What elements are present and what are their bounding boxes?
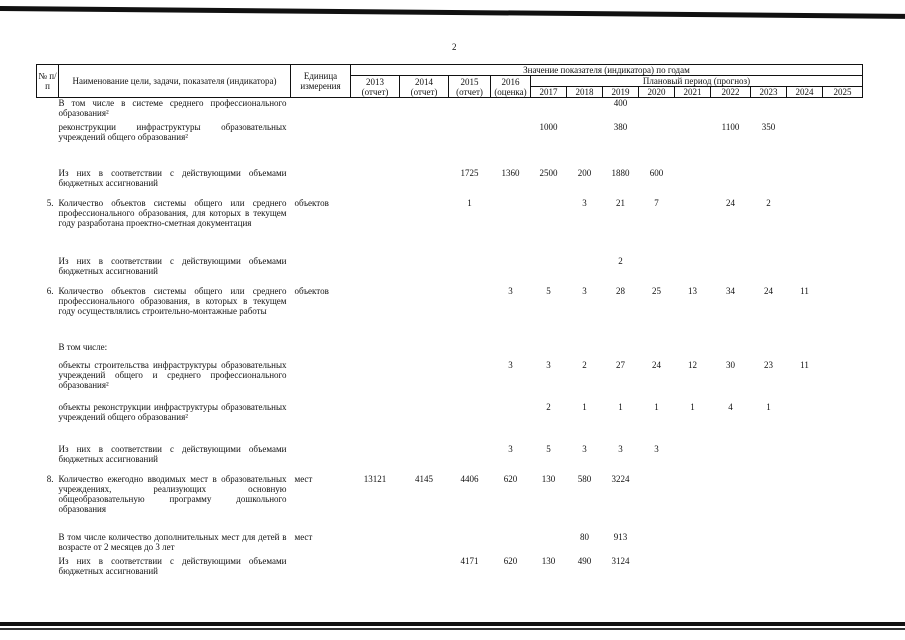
row-value: 2 — [546, 401, 551, 412]
row-value — [400, 444, 449, 474]
row-value — [491, 98, 531, 122]
header-planned-year: 2021 — [675, 87, 711, 98]
row-value — [449, 532, 491, 556]
row-value — [711, 474, 751, 532]
row-index — [37, 122, 59, 168]
row-value: 3124 — [611, 555, 630, 566]
row-value — [675, 556, 711, 586]
row-name: Из них в соответствии с действующими объемами бюджетных ассигнований — [58, 255, 287, 276]
row-value — [351, 198, 400, 256]
row-value: 1 — [618, 401, 623, 412]
row-value — [675, 122, 711, 168]
row-index: 8. — [46, 473, 54, 484]
row-value: 1360 — [501, 167, 520, 178]
row-unit — [291, 122, 351, 168]
row-value — [823, 556, 863, 586]
row-value — [351, 556, 400, 586]
row-value: 4 — [728, 401, 733, 412]
row-value: 13 — [688, 285, 697, 296]
header-planned-year: 2025 — [823, 87, 863, 98]
row-value — [351, 402, 400, 444]
row-name: В том числе в системе среднего профессионального образования² — [58, 98, 287, 118]
row-value — [639, 556, 675, 586]
row-value — [531, 256, 567, 286]
row-value — [675, 256, 711, 286]
row-value — [400, 342, 449, 360]
table-row — [37, 122, 863, 168]
row-value: 3 — [508, 285, 513, 296]
table-row — [37, 474, 863, 532]
row-value — [603, 342, 639, 360]
row-value — [711, 256, 751, 286]
row-value: 490 — [577, 555, 592, 566]
row-value — [823, 402, 863, 444]
row-value — [823, 286, 863, 342]
row-value — [639, 474, 675, 532]
row-value — [751, 556, 787, 586]
row-value: 580 — [577, 473, 592, 484]
row-value — [400, 122, 449, 168]
row-value — [491, 198, 531, 256]
row-value: 24 — [652, 359, 661, 370]
row-value — [675, 168, 711, 198]
row-value: 1880 — [611, 167, 630, 178]
row-value: 1 — [766, 401, 771, 412]
table-header — [37, 65, 863, 98]
row-name: Количество объектов системы общего или среднего профессионального образования, для которых в текущем году разработана проектно-сметная документация — [58, 197, 287, 228]
header-year: 2015 (отчет) — [449, 76, 491, 98]
row-value — [351, 256, 400, 286]
row-value — [823, 444, 863, 474]
row-value: 2 — [618, 255, 623, 266]
row-value: 5 — [546, 285, 551, 296]
row-value — [351, 532, 400, 556]
row-value — [351, 360, 400, 402]
row-unit: мест — [294, 531, 313, 542]
table-body — [37, 98, 863, 586]
row-value — [711, 532, 751, 556]
scan-bottom-border-thin — [0, 628, 905, 630]
row-value: 11 — [800, 285, 809, 296]
row-index — [37, 342, 59, 360]
row-value — [787, 256, 823, 286]
table-row — [37, 198, 863, 256]
row-value — [567, 342, 603, 360]
row-index — [37, 256, 59, 286]
row-value — [639, 342, 675, 360]
row-value — [400, 532, 449, 556]
row-value — [823, 474, 863, 532]
row-value — [823, 122, 863, 168]
row-value: 130 — [541, 473, 556, 484]
row-value — [823, 98, 863, 122]
row-value — [351, 98, 400, 122]
row-value — [449, 122, 491, 168]
row-value — [823, 198, 863, 256]
row-value: 23 — [764, 359, 773, 370]
row-unit — [291, 360, 351, 402]
row-value — [675, 474, 711, 532]
row-index: 5. — [46, 197, 54, 208]
row-value — [787, 532, 823, 556]
row-index — [37, 98, 59, 122]
row-unit — [291, 342, 351, 360]
scan-bottom-border — [0, 622, 905, 626]
row-index — [37, 532, 59, 556]
row-value: 13121 — [363, 473, 387, 484]
row-value: 350 — [761, 121, 776, 132]
row-value — [449, 256, 491, 286]
header-planned-year: 2023 — [751, 87, 787, 98]
row-index — [37, 556, 59, 586]
row-name: Количество объектов системы общего или среднего профессионального образования, в которых в текущем году осуществлялись строительно-монтажные работы — [58, 285, 287, 316]
table-row — [37, 360, 863, 402]
header-values-title: Значение показателя (индикатора) по годам — [351, 65, 863, 76]
row-unit — [291, 168, 351, 198]
row-value: 3 — [618, 443, 623, 454]
row-value — [675, 532, 711, 556]
row-value — [351, 122, 400, 168]
row-index: 6. — [46, 285, 54, 296]
row-value — [567, 98, 603, 122]
header-planned-year: 2020 — [639, 87, 675, 98]
row-value — [751, 474, 787, 532]
row-value — [787, 474, 823, 532]
row-value: 2500 — [539, 167, 558, 178]
row-value — [823, 342, 863, 360]
row-value — [751, 98, 787, 122]
row-value — [449, 98, 491, 122]
row-value: 400 — [613, 98, 628, 108]
table-row — [37, 342, 863, 360]
table-row — [37, 168, 863, 198]
row-index — [37, 402, 59, 444]
row-value: 2 — [766, 197, 771, 208]
row-unit — [291, 402, 351, 444]
row-value — [449, 286, 491, 342]
header-planned-title: Плановый период (прогноз) — [531, 76, 863, 87]
row-value — [400, 286, 449, 342]
row-value: 5 — [546, 443, 551, 454]
row-name: В том числе: — [58, 341, 108, 352]
table-row — [37, 532, 863, 556]
row-value: 3 — [582, 285, 587, 296]
row-value: 80 — [580, 531, 589, 542]
page-number: 2 — [452, 42, 457, 52]
row-value — [675, 198, 711, 256]
row-value: 620 — [503, 555, 518, 566]
row-value — [449, 444, 491, 474]
row-value — [531, 98, 567, 122]
row-value — [400, 98, 449, 122]
header-planned-year: 2019 — [603, 87, 639, 98]
row-value — [491, 122, 531, 168]
row-value: 600 — [649, 167, 664, 178]
row-value — [400, 402, 449, 444]
header-year: 2013 (отчет) — [351, 76, 400, 98]
row-value — [491, 402, 531, 444]
row-value: 25 — [652, 285, 661, 296]
row-value — [400, 168, 449, 198]
row-value: 1000 — [539, 121, 558, 132]
row-value: 3 — [582, 443, 587, 454]
row-unit — [291, 98, 351, 122]
row-value — [823, 168, 863, 198]
row-value — [491, 342, 531, 360]
row-unit: мест — [294, 473, 313, 484]
row-value: 3 — [654, 443, 659, 454]
table-row — [37, 402, 863, 444]
row-value — [823, 532, 863, 556]
row-value: 1 — [582, 401, 587, 412]
row-value — [449, 402, 491, 444]
row-value — [491, 532, 531, 556]
row-index — [37, 168, 59, 198]
row-value — [400, 256, 449, 286]
row-value: 3224 — [611, 473, 630, 484]
row-value — [751, 532, 787, 556]
row-value: 620 — [503, 473, 518, 484]
header-planned-year: 2024 — [787, 87, 823, 98]
row-value: 1725 — [460, 167, 479, 178]
row-value — [787, 198, 823, 256]
row-value — [751, 444, 787, 474]
row-value: 1 — [690, 401, 695, 412]
row-value — [567, 256, 603, 286]
row-value: 3 — [582, 197, 587, 208]
header-unit: Единица измерения — [291, 65, 351, 98]
row-name: Из них в соответствии с действующими объемами бюджетных ассигнований — [58, 555, 287, 576]
header-num: № п/п — [37, 65, 59, 98]
row-value: 34 — [726, 285, 735, 296]
row-value — [711, 168, 751, 198]
row-value — [639, 532, 675, 556]
row-value: 4145 — [415, 473, 433, 484]
row-value: 200 — [577, 167, 592, 178]
row-value — [351, 168, 400, 198]
row-name: реконструкции инфраструктуры образовательных учреждений общего образования² — [58, 121, 287, 142]
row-value — [711, 342, 751, 360]
row-value — [675, 444, 711, 474]
row-value — [531, 198, 567, 256]
row-value — [531, 532, 567, 556]
row-value: 1 — [654, 401, 659, 412]
row-value — [639, 256, 675, 286]
scan-top-border — [0, 6, 905, 19]
row-value: 4171 — [460, 555, 479, 566]
row-value: 12 — [688, 359, 697, 370]
row-value — [751, 168, 787, 198]
row-value — [787, 556, 823, 586]
row-value — [351, 342, 400, 360]
table-row — [37, 286, 863, 342]
header-planned-year: 2017 — [531, 87, 567, 98]
row-value: 3 — [508, 359, 513, 370]
row-index — [37, 444, 59, 474]
row-value — [787, 342, 823, 360]
row-value — [823, 360, 863, 402]
row-value: 3 — [508, 443, 513, 454]
header-year: 2016 (оценка) — [491, 76, 531, 98]
row-value: 7 — [654, 197, 659, 208]
row-value: 1 — [467, 197, 472, 208]
row-value — [675, 342, 711, 360]
row-value — [639, 122, 675, 168]
row-unit — [291, 556, 351, 586]
row-value — [639, 98, 675, 122]
header-name: Наименование цели, задачи, показателя (индикатора) — [59, 65, 291, 98]
header-planned-year: 2018 — [567, 87, 603, 98]
row-value — [567, 122, 603, 168]
row-value — [787, 444, 823, 474]
row-name: Из них в соответствии с действующими объемами бюджетных ассигнований — [58, 167, 287, 188]
row-value — [400, 556, 449, 586]
row-value: 4406 — [460, 473, 479, 484]
row-unit: объектов — [294, 197, 329, 208]
row-value — [823, 256, 863, 286]
row-value — [400, 198, 449, 256]
row-value — [491, 256, 531, 286]
header-year: 2014 (отчет) — [400, 76, 449, 98]
row-name: объекты строительства инфраструктуры образовательных учреждений общего и среднего профессионального образования² — [58, 359, 287, 390]
row-value — [787, 402, 823, 444]
row-index — [37, 360, 59, 402]
row-value: 1100 — [721, 121, 740, 132]
row-name: объекты реконструкции инфраструктуры образовательных учреждений общего образования² — [58, 401, 287, 422]
row-unit: объектов — [294, 285, 329, 296]
table-row — [37, 444, 863, 474]
row-value — [751, 342, 787, 360]
row-value — [351, 444, 400, 474]
row-value — [787, 168, 823, 198]
row-value — [711, 98, 751, 122]
row-value: 24 — [726, 197, 735, 208]
row-value — [751, 256, 787, 286]
row-value — [449, 360, 491, 402]
row-value: 380 — [613, 121, 628, 132]
row-unit — [291, 444, 351, 474]
row-value — [400, 360, 449, 402]
row-unit — [291, 256, 351, 286]
row-value — [711, 444, 751, 474]
row-value: 11 — [800, 359, 809, 370]
header-planned-year: 2022 — [711, 87, 751, 98]
row-value: 3 — [546, 359, 551, 370]
table-row — [37, 256, 863, 286]
row-value — [787, 122, 823, 168]
row-value — [787, 98, 823, 122]
indicators-table — [36, 64, 863, 586]
row-value: 28 — [616, 285, 625, 296]
row-value — [351, 286, 400, 342]
row-value: 913 — [613, 531, 628, 542]
row-value: 27 — [616, 359, 625, 370]
row-value — [449, 342, 491, 360]
row-value — [675, 98, 711, 122]
row-value: 30 — [726, 359, 735, 370]
row-value — [711, 556, 751, 586]
table-row — [37, 556, 863, 586]
table-row — [37, 98, 863, 122]
row-name: В том числе количество дополнительных мест для детей в возрасте от 2 месяцев до 3 лет — [58, 531, 287, 552]
row-value: 2 — [582, 359, 587, 370]
row-value — [531, 342, 567, 360]
row-name: Из них в соответствии с действующими объемами бюджетных ассигнований — [58, 443, 287, 464]
row-value: 130 — [541, 555, 556, 566]
row-name: Количество ежегодно вводимых мест в образовательных учреждениях, реализующих основную общеобразовательную программу дошкольного образования — [58, 473, 287, 514]
row-value: 21 — [616, 197, 625, 208]
row-value: 24 — [764, 285, 773, 296]
